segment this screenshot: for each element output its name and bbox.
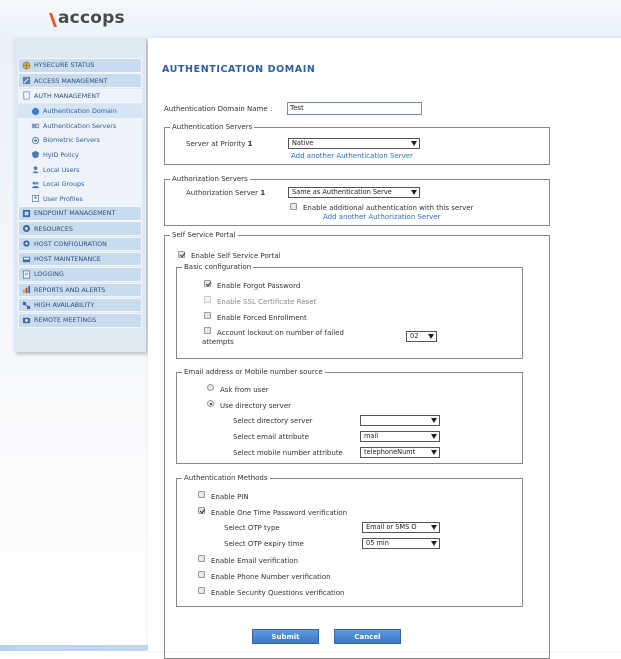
- fingerprint-icon: [31, 136, 40, 145]
- auth-servers-fieldset: [164, 123, 550, 165]
- sidebar-subitem-biometric-servers[interactable]: [18, 133, 142, 148]
- priority-number: 1: [247, 140, 253, 148]
- sidebar-subitem-label: User Profiles: [43, 194, 83, 203]
- chevron-down-icon: [431, 450, 437, 455]
- priority-label-text: Server at Priority: [186, 140, 246, 148]
- directory-server-label: Select directory server: [233, 417, 313, 425]
- sidebar-item-reports-and-alerts[interactable]: [18, 283, 142, 298]
- server-icon: [31, 121, 40, 130]
- otp-type-value: Email or SMS O: [366, 523, 417, 531]
- enable-self-service-checkbox[interactable]: [178, 251, 185, 258]
- sidebar-item-auth-management[interactable]: [18, 89, 142, 104]
- gear-icon: [22, 239, 31, 248]
- chevron-down-icon: [431, 418, 437, 423]
- cancel-button[interactable]: Cancel: [334, 629, 401, 644]
- account-lockout-label: Account lockout on number of failed: [217, 329, 344, 337]
- sidebar: [14, 38, 146, 352]
- sidebar-subitem-label: Authentication Servers: [43, 121, 117, 130]
- resources-icon: [22, 224, 31, 233]
- sidebar-item-label: HIGH AVAILABILITY: [34, 301, 95, 310]
- policy-icon: [31, 150, 40, 159]
- ask-user-radio[interactable]: [207, 384, 214, 391]
- domain-icon: [31, 107, 40, 116]
- authz-server-label-text: Authorization Server: [186, 189, 259, 197]
- chevron-down-icon: [431, 541, 437, 546]
- forced-enrollment-label: Enable Forced Enrollment: [217, 314, 307, 322]
- profile-icon: [31, 194, 40, 203]
- endpoint-icon: [22, 209, 31, 218]
- sidebar-item-host-maintenance[interactable]: [18, 252, 142, 267]
- logo-text: accops: [58, 8, 125, 28]
- network-icon: [22, 301, 31, 310]
- mobile-attribute-label: Select mobile number attribute: [233, 449, 343, 457]
- log-icon: [22, 270, 31, 279]
- sidebar-item-label: REPORTS AND ALERTS: [34, 285, 106, 294]
- globe-icon: [22, 61, 31, 70]
- sidebar-subitem-local-groups[interactable]: [18, 177, 142, 192]
- basic-config-legend: Basic configuration: [184, 263, 252, 271]
- page-title: AUTHENTICATION DOMAIN: [162, 64, 316, 75]
- authz-server-select-value: Same as Authentication Serve: [292, 188, 392, 196]
- lockout-attempts-value: 02: [410, 332, 419, 340]
- email-verification-checkbox[interactable]: [198, 555, 205, 562]
- sidebar-subitem-label: HyID Policy: [43, 150, 79, 159]
- additional-auth-checkbox[interactable]: [290, 203, 297, 210]
- security-questions-checkbox[interactable]: [198, 587, 205, 594]
- ask-user-label: Ask from user: [220, 386, 269, 394]
- sidebar-item-label: LOGGING: [34, 270, 64, 279]
- sidebar-item-logging[interactable]: [18, 267, 142, 282]
- user-icon: [31, 165, 40, 174]
- self-service-legend: Self Service Portal: [172, 231, 236, 239]
- sidebar-item-host-configuration[interactable]: [18, 237, 142, 252]
- sidebar-item-label: ENDPOINT MANAGEMENT: [34, 209, 116, 218]
- sidebar-subitem-label: Authentication Domain: [43, 107, 117, 116]
- sidebar-item-high-availability[interactable]: [18, 298, 142, 313]
- directory-server-select[interactable]: [360, 415, 440, 426]
- pencil-icon: [22, 76, 31, 85]
- sidebar-item-access-management[interactable]: [18, 73, 142, 88]
- sidebar-item-label: HOST CONFIGURATION: [34, 239, 107, 248]
- use-directory-radio[interactable]: [207, 400, 214, 407]
- email-attribute-select[interactable]: [360, 431, 440, 442]
- enable-pin-label: Enable PIN: [211, 493, 249, 501]
- authz-servers-legend: Authorization Servers: [172, 175, 248, 183]
- sidebar-item-resources[interactable]: [18, 221, 142, 236]
- auth-server-select[interactable]: [288, 138, 420, 149]
- domain-name-label: Authentication Domain Name :: [164, 105, 273, 113]
- use-directory-label: Use directory server: [220, 402, 292, 410]
- additional-auth-label: Enable additional authentication with this server: [303, 204, 474, 212]
- sidebar-item-label: HYSECURE STATUS: [34, 61, 95, 70]
- priority-label: [186, 140, 252, 148]
- submit-button[interactable]: Submit: [252, 629, 319, 644]
- sidebar-item-hysecure-status[interactable]: [18, 58, 142, 73]
- sidebar-subitem-label: Local Groups: [43, 180, 85, 189]
- phone-verification-label: Enable Phone Number verification: [211, 573, 331, 581]
- sidebar-subitem-hyid-policy[interactable]: [18, 148, 142, 163]
- top-header: [0, 0, 621, 40]
- sidebar-item-remote-meetings[interactable]: [18, 313, 142, 328]
- sidebar-item-label: RESOURCES: [34, 224, 73, 233]
- chevron-down-icon: [411, 141, 417, 146]
- mobile-attribute-value: telephoneNumt: [364, 448, 416, 456]
- self-service-fieldset: [164, 231, 550, 659]
- email-attribute-label: Select email attribute: [233, 433, 309, 441]
- sidebar-subitem-authentication-domain[interactable]: [18, 104, 142, 119]
- otp-type-select[interactable]: [362, 522, 440, 533]
- logo-mark-icon: [48, 12, 58, 28]
- account-lockout-label-cont: attempts: [202, 338, 234, 346]
- sidebar-item-label: HOST MAINTENANCE: [34, 255, 101, 264]
- sidebar-subitem-local-users[interactable]: [18, 162, 142, 177]
- account-lockout-checkbox[interactable]: [204, 327, 211, 334]
- enable-pin-checkbox[interactable]: [198, 491, 205, 498]
- authz-server-select[interactable]: [288, 187, 420, 198]
- sidebar-menu: [18, 58, 142, 328]
- chevron-down-icon: [431, 525, 437, 530]
- email-verification-label: Enable Email verification: [211, 557, 298, 565]
- maintenance-icon: [22, 255, 31, 264]
- document-icon: [22, 91, 31, 100]
- sidebar-item-endpoint-management[interactable]: [18, 206, 142, 221]
- chart-icon: [22, 285, 31, 294]
- basic-config-fieldset: [176, 263, 523, 359]
- authz-servers-fieldset: [164, 175, 550, 226]
- sidebar-item-label: REMOTE MEETINGS: [34, 316, 97, 325]
- chevron-down-icon: [411, 190, 417, 195]
- auth-methods-fieldset: [176, 474, 523, 607]
- enable-otp-checkbox[interactable]: [198, 507, 205, 514]
- auth-server-select-value: Native: [292, 139, 314, 147]
- meeting-icon: [22, 316, 31, 325]
- mobile-attribute-select[interactable]: [360, 447, 440, 458]
- otp-expiry-select[interactable]: [362, 538, 440, 549]
- enable-self-service-label: Enable Self Service Portal: [191, 252, 281, 260]
- sidebar-subitem-authentication-servers[interactable]: [18, 118, 142, 133]
- forgot-password-checkbox[interactable]: [204, 280, 211, 287]
- domain-name-input[interactable]: Test: [287, 102, 422, 115]
- phone-verification-checkbox[interactable]: [198, 571, 205, 578]
- contact-source-fieldset: [176, 368, 523, 464]
- otp-expiry-label: Select OTP expiry time: [224, 540, 304, 548]
- add-authz-server-link[interactable]: Add another Authorization Server: [323, 213, 441, 221]
- sidebar-subitem-label: Biometric Servers: [43, 136, 100, 145]
- sidebar-item-label: ACCESS MANAGEMENT: [34, 76, 108, 85]
- security-questions-label: Enable Security Questions verification: [211, 589, 345, 597]
- contact-source-legend: Email address or Mobile number source: [184, 368, 323, 376]
- chevron-down-icon: [428, 334, 434, 339]
- otp-type-label: Select OTP type: [224, 524, 280, 532]
- group-icon: [31, 180, 40, 189]
- forced-enrollment-checkbox[interactable]: [204, 312, 211, 319]
- enable-otp-label: Enable One Time Password verification: [211, 509, 348, 517]
- chevron-down-icon: [431, 434, 437, 439]
- forgot-password-label: Enable Forgot Password: [217, 282, 301, 290]
- ssl-reset-checkbox[interactable]: [204, 296, 211, 303]
- authz-server-number: 1: [260, 189, 266, 197]
- auth-methods-legend: Authentication Methods: [184, 474, 268, 482]
- otp-expiry-value: 05 min: [366, 539, 389, 547]
- lockout-attempts-select[interactable]: [406, 331, 437, 342]
- authz-server-label: [186, 189, 265, 197]
- main-panel: [148, 38, 621, 651]
- sidebar-item-label: AUTH MANAGEMENT: [34, 91, 100, 100]
- ssl-reset-label: Enable SSL Certificate Reset: [217, 298, 317, 306]
- add-auth-server-link[interactable]: Add another Authentication Server: [291, 152, 413, 160]
- auth-servers-legend: Authentication Servers: [172, 123, 253, 131]
- sidebar-subitem-label: Local Users: [43, 165, 80, 174]
- email-attribute-value: mail: [364, 432, 379, 440]
- sidebar-subitem-user-profiles[interactable]: [18, 191, 142, 206]
